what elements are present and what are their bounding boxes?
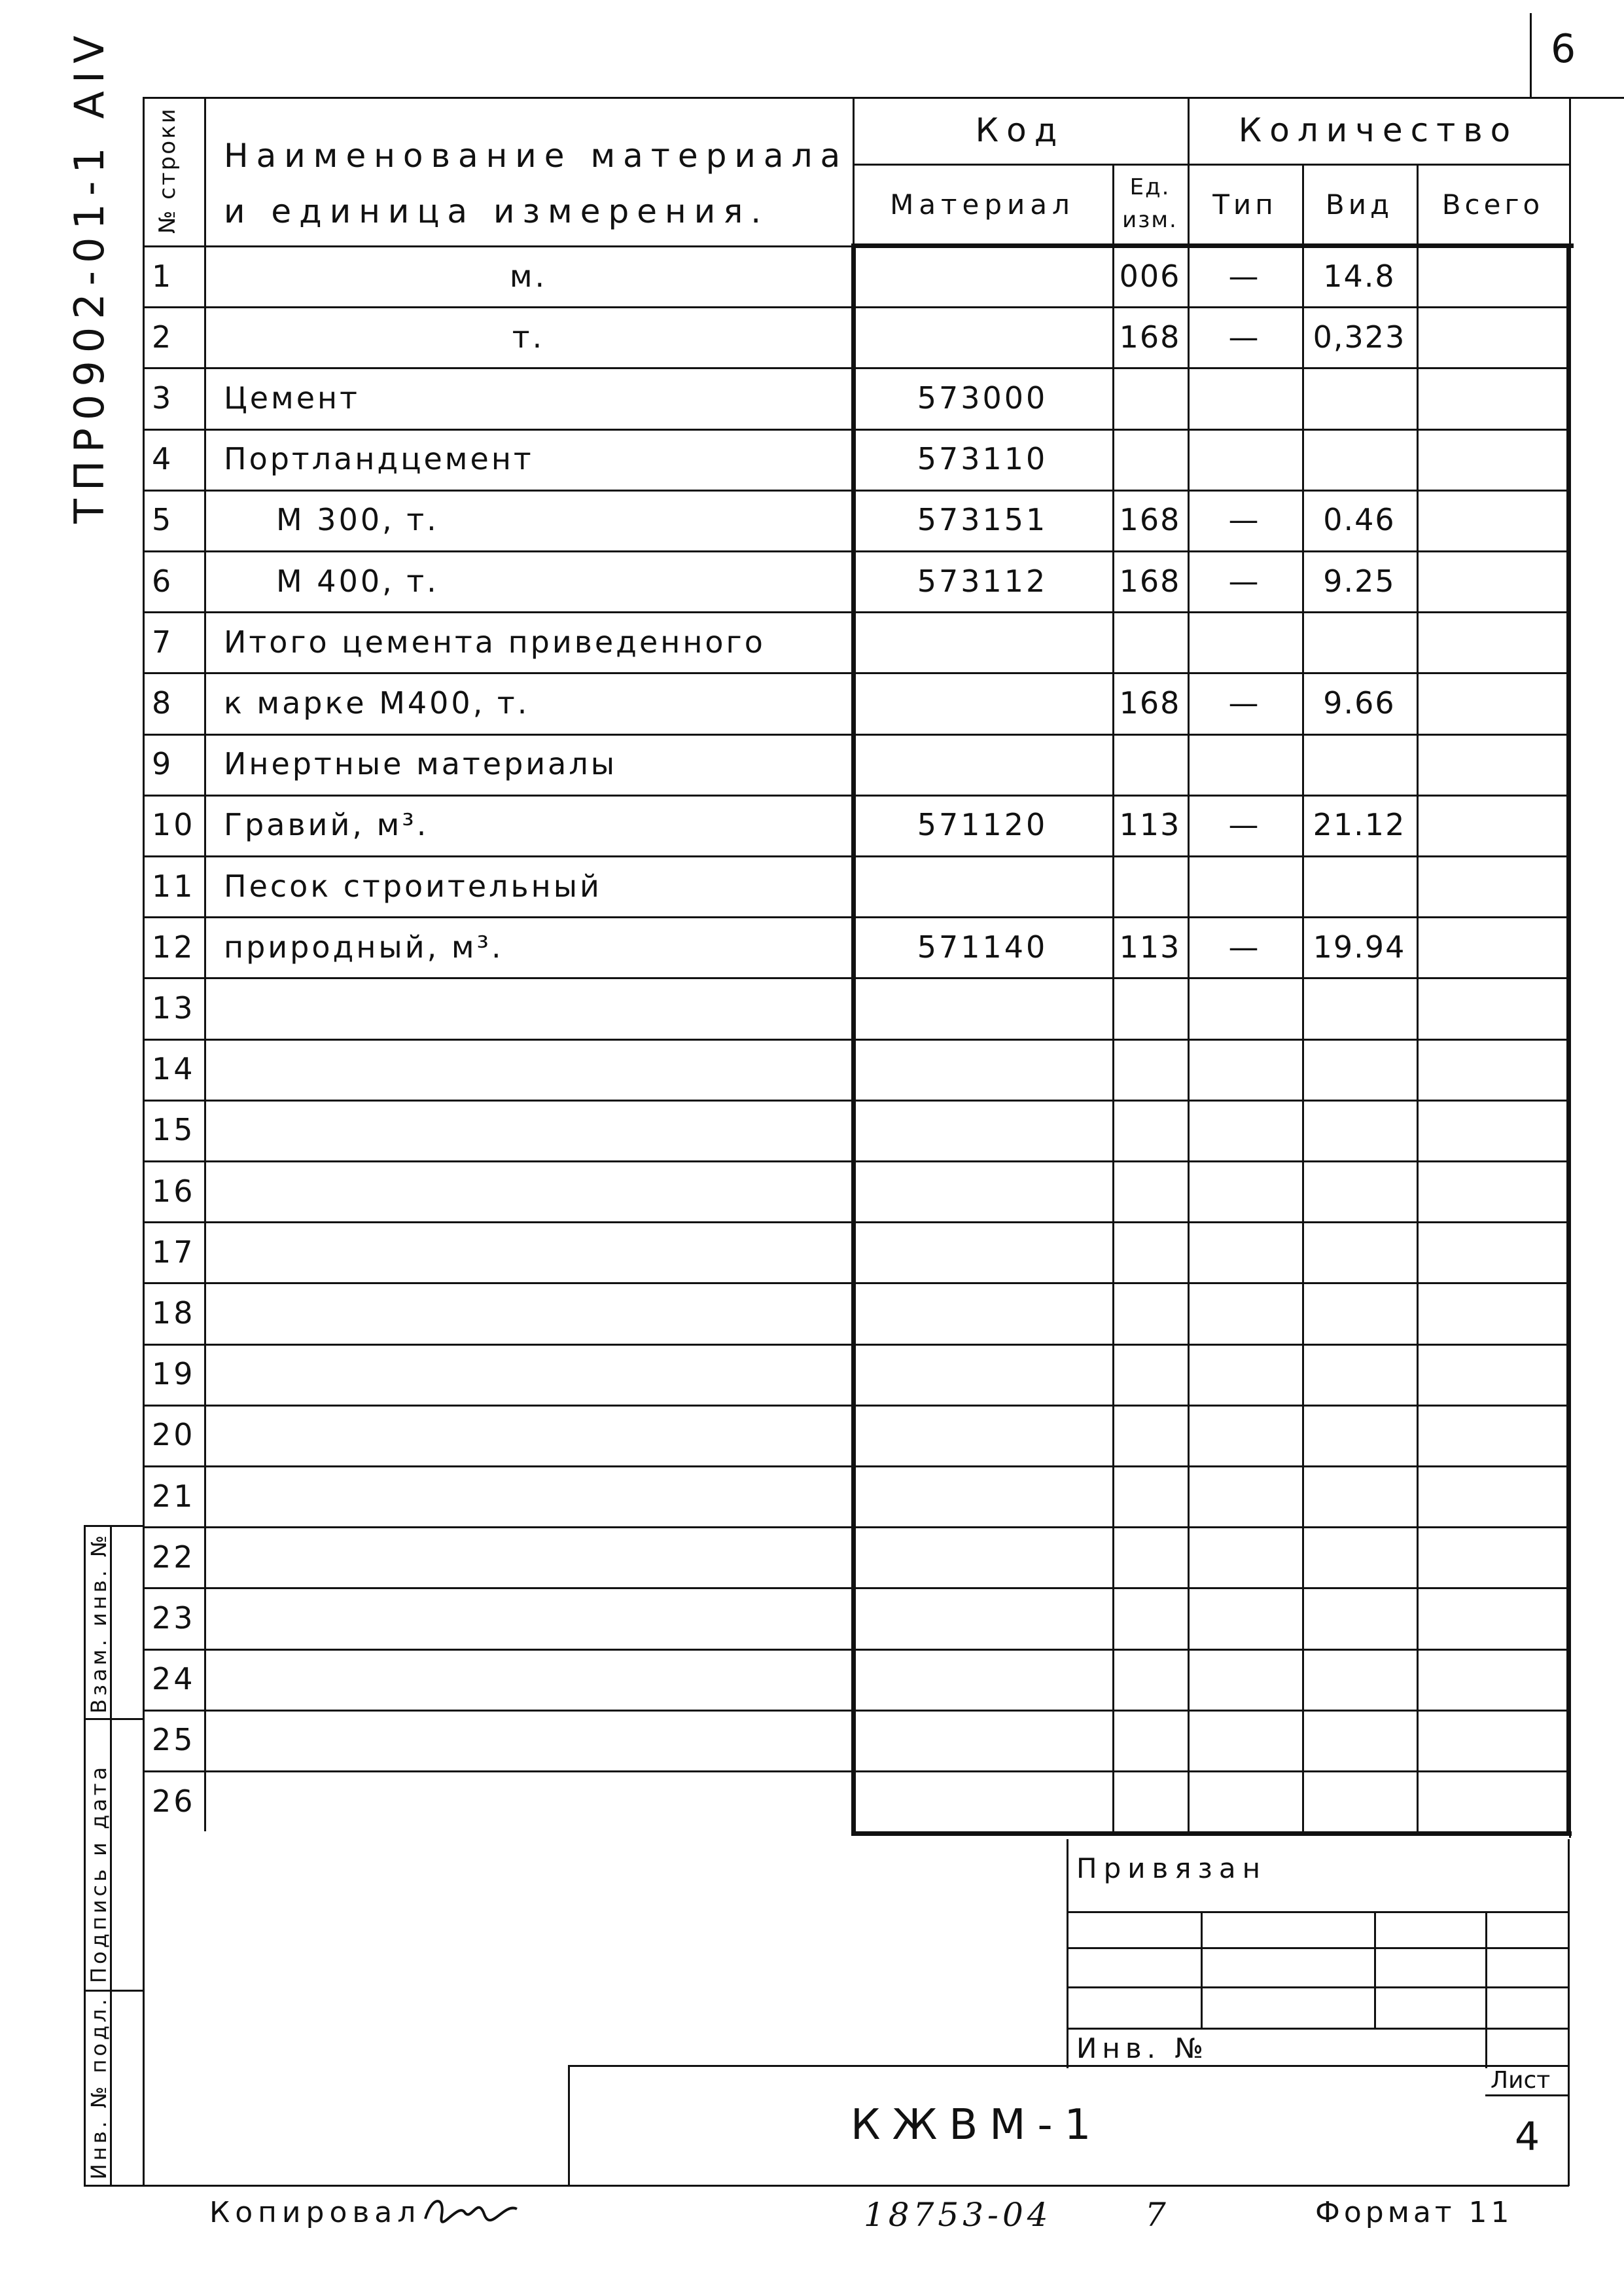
row-number: 8: [152, 685, 174, 721]
footer-page: 7: [1145, 2196, 1166, 2234]
margin-inv-original: Инв. № подл.: [86, 1996, 111, 2179]
row-number: 7: [152, 624, 174, 660]
attached-line-4: [1067, 2028, 1569, 2030]
row-kind: 19.94: [1313, 929, 1406, 965]
row-unit-code: 168: [1119, 319, 1181, 355]
row-total: [1417, 1039, 1569, 1100]
attached-line-3: [1067, 1986, 1569, 1988]
header-code: Код: [975, 111, 1065, 149]
row-total: [1417, 916, 1569, 977]
row-material-name: [204, 1587, 853, 1648]
row-material-name: [204, 1221, 853, 1282]
row-type: [1188, 1221, 1302, 1282]
row-unit-code: 113: [1119, 929, 1181, 965]
row-type: —: [1228, 319, 1262, 355]
row-type: [1188, 734, 1302, 795]
row-material-name: м.: [509, 258, 548, 294]
footer-copied: Копировал: [209, 2196, 421, 2229]
row-total: [1417, 1344, 1569, 1405]
row-total: [1417, 1465, 1569, 1526]
row-material-name: Цемент: [224, 380, 360, 416]
row-material-code: [853, 1344, 1112, 1405]
row-material-code: [853, 1039, 1112, 1100]
row-kind: 0.46: [1323, 502, 1396, 538]
row-kind: [1302, 1465, 1417, 1526]
row-unit-code: [1112, 977, 1188, 1038]
row-kind: [1302, 367, 1417, 428]
row-number: 3: [152, 380, 174, 416]
row-type: [1188, 1710, 1302, 1770]
header-name-line2: и единица измерения.: [224, 192, 769, 230]
margin-col-left: [84, 1525, 86, 2186]
row-kind: [1302, 734, 1417, 795]
attached-label: Привязан: [1076, 1852, 1267, 1884]
row-number: 4: [152, 441, 174, 477]
row-kind: [1302, 1405, 1417, 1465]
row-number: 21: [152, 1478, 196, 1514]
row-unit-code: [1112, 1160, 1188, 1221]
row-total: [1417, 1770, 1569, 1831]
row-material-code: [853, 1100, 1112, 1160]
row-material-code: 573112: [917, 563, 1048, 599]
title-block-top: [568, 2065, 1569, 2067]
row-total: [1417, 1587, 1569, 1648]
row-number: 2: [152, 319, 174, 355]
row-type: —: [1228, 807, 1262, 843]
row-unit-code: [1112, 429, 1188, 490]
row-type: [1188, 1282, 1302, 1343]
row-material-name: [204, 1710, 853, 1770]
row-material-name: [204, 1405, 853, 1465]
footer-format: Формат 11: [1315, 2196, 1513, 2229]
row-unit-code: [1112, 1710, 1188, 1770]
row-material-name: [204, 1282, 853, 1343]
margin-sign-date: Подпись и дата: [86, 1763, 111, 1983]
row-total: [1417, 1160, 1569, 1221]
row-total: [1417, 1282, 1569, 1343]
row-unit-code: [1112, 855, 1188, 916]
row-type: [1188, 1344, 1302, 1405]
row-material-code: [853, 1770, 1112, 1831]
row-material-code: [853, 1526, 1112, 1587]
row-number: 24: [152, 1661, 196, 1697]
row-unit-code: [1112, 1587, 1188, 1648]
row-kind: [1302, 1587, 1417, 1648]
row-kind: [1302, 977, 1417, 1038]
row-type: [1188, 1587, 1302, 1648]
row-kind: 14.8: [1323, 258, 1396, 294]
row-total: [1417, 611, 1569, 672]
row-type: —: [1228, 502, 1262, 538]
row-total: [1417, 429, 1569, 490]
row-material-name: [204, 1100, 853, 1160]
row-unit-code: [1112, 1649, 1188, 1710]
row-number: 5: [152, 502, 174, 538]
row-total: [1417, 550, 1569, 611]
margin-bottom: [84, 2185, 144, 2187]
row-type: [1188, 611, 1302, 672]
row-unit-code: [1112, 1526, 1188, 1587]
row-material-name: Итого цемента приведенного: [224, 624, 766, 660]
header-type: Тип: [1212, 188, 1277, 221]
stamp-bottom-border: [143, 2185, 1569, 2187]
row-unit-code: 113: [1119, 807, 1181, 843]
attached-divider-2: [1374, 1911, 1376, 2029]
row-kind: [1302, 1160, 1417, 1221]
row-material-code: [853, 1649, 1112, 1710]
row-number: 10: [152, 807, 196, 843]
header-quantity: Количество: [1238, 111, 1519, 149]
row-material-code: [853, 1221, 1112, 1282]
row-total: [1417, 1405, 1569, 1465]
row-material-code: 573151: [917, 502, 1048, 538]
data-frame-bottom: [851, 1831, 1572, 1836]
row-type: [1188, 367, 1302, 428]
row-kind: [1302, 1282, 1417, 1343]
row-total: [1417, 1221, 1569, 1282]
row-total: [1417, 306, 1569, 367]
row-unit-code: [1112, 1039, 1188, 1100]
row-material-code: [853, 1405, 1112, 1465]
row-material-code: [853, 1587, 1112, 1648]
row-material-code: [853, 611, 1112, 672]
row-material-name: М 400, т.: [276, 563, 439, 599]
row-unit-code: [1112, 1344, 1188, 1405]
row-total: [1417, 490, 1569, 550]
row-total: [1417, 672, 1569, 733]
row-material-name: М 300, т.: [276, 502, 439, 538]
row-unit-code: [1112, 1282, 1188, 1343]
row-total: [1417, 977, 1569, 1038]
page-number-border: [1530, 13, 1532, 98]
row-number: 15: [152, 1112, 196, 1148]
margin-top: [84, 1525, 144, 1527]
row-type: —: [1228, 929, 1262, 965]
row-number: 20: [152, 1417, 196, 1453]
row-kind: [1302, 429, 1417, 490]
row-material-name: [204, 1039, 853, 1100]
attached-line-1: [1067, 1911, 1569, 1913]
footer-order-number: 18753-04: [864, 2196, 1052, 2234]
sheet-label: Лист: [1491, 2067, 1551, 2094]
row-unit-code: [1112, 1100, 1188, 1160]
row-type: [1188, 1649, 1302, 1710]
row-type: —: [1228, 563, 1262, 599]
row-type: [1188, 1465, 1302, 1526]
row-material-code: [853, 1465, 1112, 1526]
row-material-code: [853, 245, 1112, 306]
row-kind: 9.66: [1323, 685, 1396, 721]
row-material-name: [204, 1526, 853, 1587]
row-type: [1188, 1039, 1302, 1100]
row-number: 26: [152, 1783, 196, 1819]
row-material-name: [204, 977, 853, 1038]
row-material-code: 571140: [917, 929, 1048, 965]
row-material-name: [204, 1344, 853, 1405]
row-kind: [1302, 1344, 1417, 1405]
row-material-code: 573110: [917, 441, 1048, 477]
sheet-number: 4: [1515, 2114, 1540, 2160]
header-total: Всего: [1441, 188, 1544, 221]
margin-replace-inv: Взам. инв. №: [86, 1532, 111, 1713]
row-material-name: Портландцемент: [224, 441, 534, 477]
row-material-name: [204, 1649, 853, 1710]
row-material-name: к марке М400, т.: [224, 685, 530, 721]
row-kind: 0,323: [1313, 319, 1406, 355]
row-total: [1417, 795, 1569, 855]
row-material-code: [853, 855, 1112, 916]
row-unit-code: [1112, 734, 1188, 795]
row-number: 16: [152, 1173, 196, 1209]
attached-line-2: [1067, 1947, 1569, 1949]
header-material: Материал: [890, 188, 1075, 221]
row-type: [1188, 1770, 1302, 1831]
row-unit-code: [1112, 1770, 1188, 1831]
row-material-name: Инертные материалы: [224, 746, 618, 782]
row-kind: [1302, 855, 1417, 916]
row-material-code: [853, 1282, 1112, 1343]
row-total: [1417, 1526, 1569, 1587]
row-unit-code: 006: [1119, 258, 1181, 294]
row-kind: [1302, 1770, 1417, 1831]
row-number: 1: [152, 258, 174, 294]
margin-divider-2: [84, 1990, 144, 1992]
side-document-code: ТПР0902-01-1 АIV: [65, 27, 113, 524]
row-total: [1417, 1710, 1569, 1770]
row-total: [1417, 734, 1569, 795]
page-number: 6: [1551, 26, 1576, 72]
row-kind: [1302, 1221, 1417, 1282]
row-number: 18: [152, 1295, 196, 1331]
row-material-name: т.: [512, 319, 545, 355]
row-unit-code: [1112, 1465, 1188, 1526]
row-total: [1417, 855, 1569, 916]
row-kind: [1302, 1649, 1417, 1710]
row-type: [1188, 1526, 1302, 1587]
row-kind: [1302, 1100, 1417, 1160]
document-code: КЖВМ-1: [851, 2101, 1103, 2149]
row-number: 17: [152, 1234, 196, 1270]
row-number: 23: [152, 1600, 196, 1636]
row-type: —: [1228, 685, 1262, 721]
row-material-code: [853, 1160, 1112, 1221]
row-material-code: [853, 672, 1112, 733]
stamp-right-border: [1568, 1839, 1570, 2186]
row-material-code: [853, 977, 1112, 1038]
row-number: 25: [152, 1722, 196, 1758]
row-number: 11: [152, 868, 196, 904]
row-number: 22: [152, 1539, 196, 1575]
row-material-code: [853, 734, 1112, 795]
row-kind: [1302, 1039, 1417, 1100]
row-material-code: 571120: [917, 807, 1048, 843]
row-material-code: [853, 1710, 1112, 1770]
row-unit-code: 168: [1119, 563, 1181, 599]
margin-divider-1: [84, 1718, 144, 1720]
header-name-line1: Наименование материала: [224, 137, 849, 175]
row-kind: 9.25: [1323, 563, 1396, 599]
row-material-name: Гравий, м³.: [224, 807, 429, 843]
attached-divider-1: [1201, 1911, 1203, 2029]
attached-block-left: [1067, 1839, 1068, 2068]
row-unit-code: [1112, 1405, 1188, 1465]
row-material-name: Песок строительный: [224, 868, 602, 904]
stamp-left-border: [143, 1525, 145, 2186]
row-total: [1417, 1100, 1569, 1160]
row-kind: [1302, 1710, 1417, 1770]
header-kind: Вид: [1325, 188, 1394, 221]
row-kind: [1302, 1526, 1417, 1587]
row-type: —: [1228, 258, 1262, 294]
header-row-number: № строки: [154, 107, 181, 234]
row-type: [1188, 1100, 1302, 1160]
row-kind: [1302, 611, 1417, 672]
row-unit-code: 168: [1119, 685, 1181, 721]
row-number: 19: [152, 1356, 196, 1392]
attached-divider-3: [1485, 1911, 1487, 2068]
row-material-name: природный, м³.: [224, 929, 504, 965]
row-unit-code: [1112, 611, 1188, 672]
row-number: 13: [152, 990, 196, 1026]
row-material-name: [204, 1465, 853, 1526]
row-number: 14: [152, 1051, 196, 1087]
row-material-name: [204, 1770, 853, 1831]
row-type: [1188, 1160, 1302, 1221]
header-unit-line1: Ед.: [1129, 173, 1171, 200]
row-number: 9: [152, 746, 174, 782]
row-number: 12: [152, 929, 196, 965]
row-unit-code: 168: [1119, 502, 1181, 538]
row-type: [1188, 855, 1302, 916]
row-type: [1188, 1405, 1302, 1465]
row-material-code: 573000: [917, 380, 1048, 416]
row-unit-code: [1112, 367, 1188, 428]
row-total: [1417, 1649, 1569, 1710]
row-total: [1417, 245, 1569, 306]
row-type: [1188, 429, 1302, 490]
inv-number-label: Инв. №: [1076, 2032, 1209, 2064]
header-unit-line2: изм.: [1122, 206, 1178, 233]
row-unit-code: [1112, 1221, 1188, 1282]
row-number: 6: [152, 563, 174, 599]
row-material-name: [204, 1160, 853, 1221]
row-type: [1188, 977, 1302, 1038]
row-material-code: [853, 306, 1112, 367]
row-total: [1417, 367, 1569, 428]
title-block-left: [568, 2065, 570, 2186]
sheet-label-line: [1485, 2094, 1569, 2096]
copier-signature: [419, 2189, 523, 2229]
row-kind: 21.12: [1313, 807, 1406, 843]
